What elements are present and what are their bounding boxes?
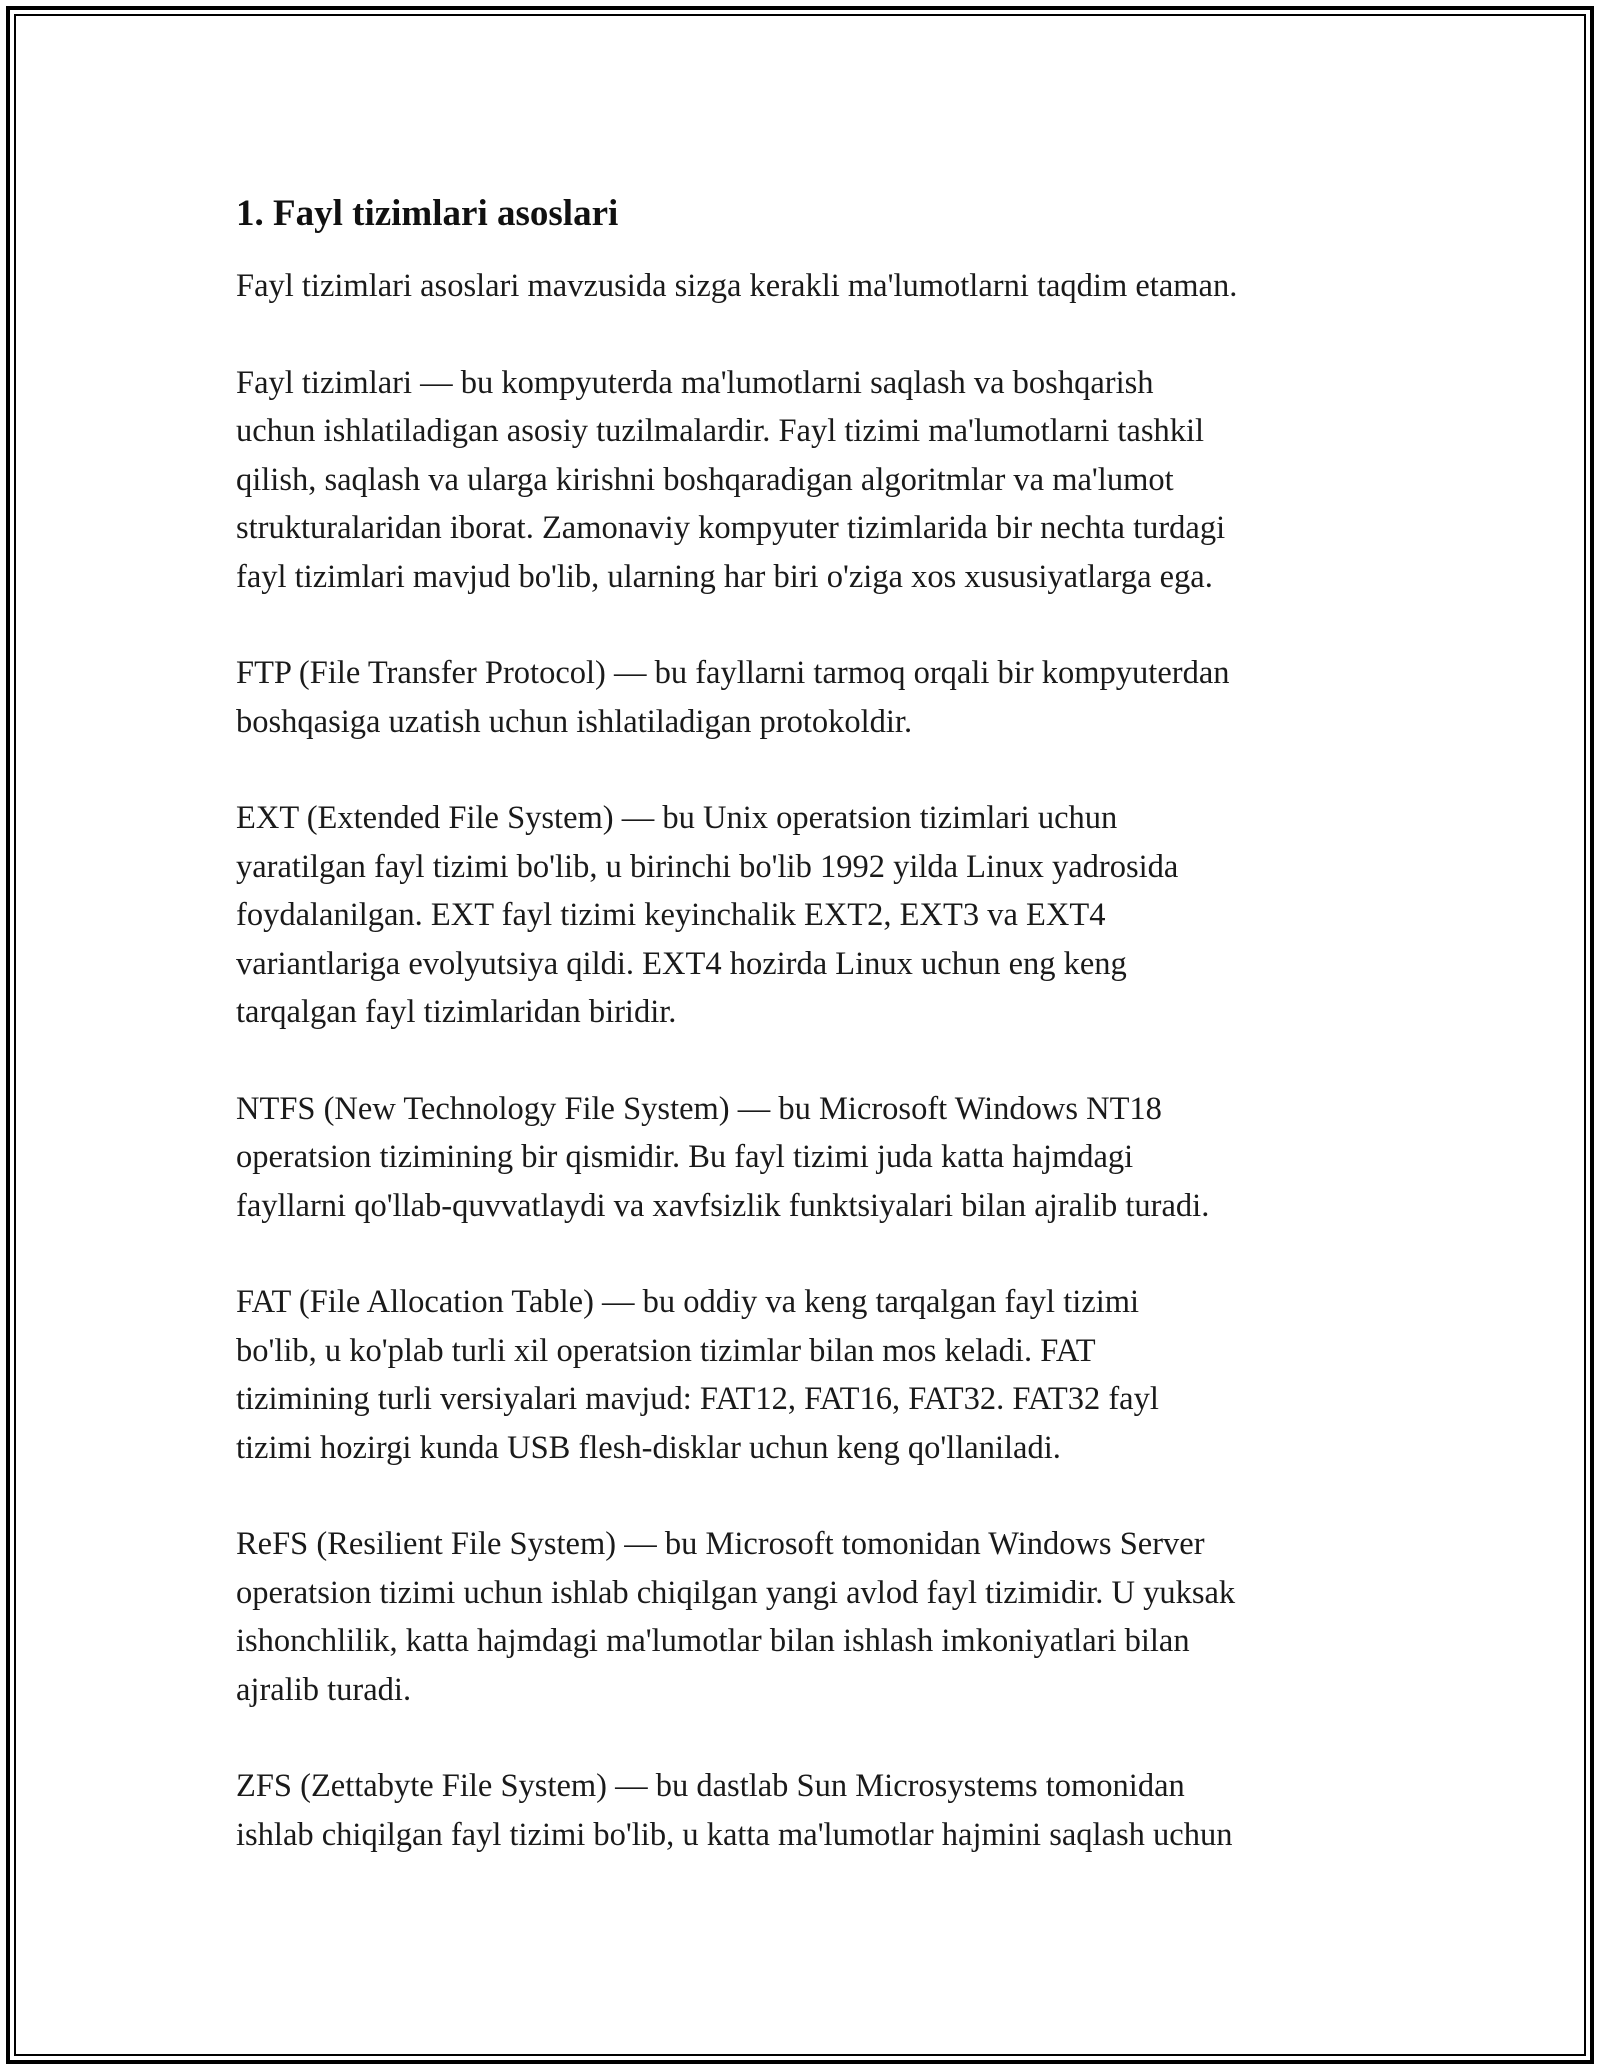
paragraph-line: fayl tizimlari mavjud bo'lib, ularning har biri o'ziga xos xususiyatlarga ega.: [236, 558, 1213, 595]
paragraph-refs: [236, 1520, 1376, 1714]
paragraph-line: tizimi hozirgi kunda USB flesh-disklar uchun keng qo'llaniladi.: [236, 1429, 1061, 1466]
paragraph-zfs: [236, 1762, 1376, 1859]
paragraph-ext: [236, 794, 1376, 1037]
paragraph-line: uchun ishlatiladigan asosiy tuzilmalardir. Fayl tizimi ma'lumotlarni tashkil: [236, 413, 1205, 449]
paragraph-intro: [236, 262, 1376, 311]
paragraph-line: operatsion tizimi uchun ishlab chiqilgan yangi avlod fayl tizimidir. U yuksak: [236, 1574, 1236, 1611]
paragraph-line: NTFS (New Technology File System) — bu Microsoft Windows NT18: [236, 1090, 1162, 1127]
paragraph-ntfs: [236, 1085, 1376, 1231]
paragraph-line: ReFS (Resilient File System) — bu Microsoft tomonidan Windows Server: [236, 1526, 1205, 1562]
paragraph-line: bo'lib, u ko'plab turli xil operatsion tizimlar bilan mos keladi. FAT: [236, 1332, 1096, 1369]
paragraph-line: FTP (File Transfer Protocol) — bu fayllarni tarmoq orqali bir kompyuterdan: [236, 655, 1230, 691]
paragraph-line: ishlab chiqilgan fayl tizimi bo'lib, u katta ma'lumotlar hajmini saqlash uchun: [236, 1816, 1233, 1853]
paragraph-line: Fayl tizimlari asoslari mavzusida sizga kerakli ma'lumotlarni taqdim etaman.: [236, 268, 1238, 304]
paragraph-line: tarqalgan fayl tizimlaridan biridir.: [236, 994, 677, 1030]
paragraph-line: FAT (File Allocation Table) — bu oddiy va keng tarqalgan fayl tizimi: [236, 1284, 1140, 1320]
paragraph-line: operatsion tizimining bir qismidir. Bu fayl tizimi juda katta hajmdagi: [236, 1139, 1134, 1175]
paragraph-line: qilish, saqlash va ularga kirishni boshqaradigan algoritmlar va ma'lumot: [236, 461, 1174, 498]
document-body: [236, 190, 1376, 1907]
paragraph-line: tizimining turli versiyalari mavjud: FAT12, FAT16, FAT32. FAT32 fayl: [236, 1381, 1159, 1417]
paragraph-line: fayllarni qo'llab-quvvatlaydi va xavfsizlik funktsiyalari bilan ajralib turadi.: [236, 1187, 1210, 1224]
paragraph-line: strukturalaridan iborat. Zamonaviy kompyuter tizimlarida bir nechta turdagi: [236, 510, 1226, 546]
paragraph-line: variantlariga evolyutsiya qildi. EXT4 hozirda Linux uchun eng keng: [236, 945, 1127, 982]
paragraph-file-systems: [236, 359, 1376, 602]
paragraph-line: foydalanilgan. EXT fayl tizimi keyinchalik EXT2, EXT3 va EXT4: [236, 897, 1106, 933]
paragraph-line: boshqasiga uzatish uchun ishlatiladigan protokoldir.: [236, 703, 913, 740]
paragraph-line: EXT (Extended File System) — bu Unix operatsion tizimlari uchun: [236, 800, 1118, 836]
paragraph-line: ZFS (Zettabyte File System) — bu dastlab Sun Microsystems tomonidan: [236, 1768, 1185, 1804]
paragraph-line: Fayl tizimlari — bu kompyuterda ma'lumotlarni saqlash va boshqarish: [236, 364, 1154, 401]
paragraph-fat: [236, 1278, 1376, 1472]
section-heading: 1. Fayl tizimlari asoslari: [236, 193, 619, 234]
paragraph-ftp: [236, 649, 1376, 746]
paragraph-line: ishonchlilik, katta hajmdagi ma'lumotlar bilan ishlash imkoniyatlari bilan: [236, 1623, 1190, 1659]
paragraph-line: ajralib turadi.: [236, 1671, 412, 1708]
paragraph-line: yaratilgan fayl tizimi bo'lib, u birinchi bo'lib 1992 yilda Linux yadrosida: [236, 848, 1179, 885]
